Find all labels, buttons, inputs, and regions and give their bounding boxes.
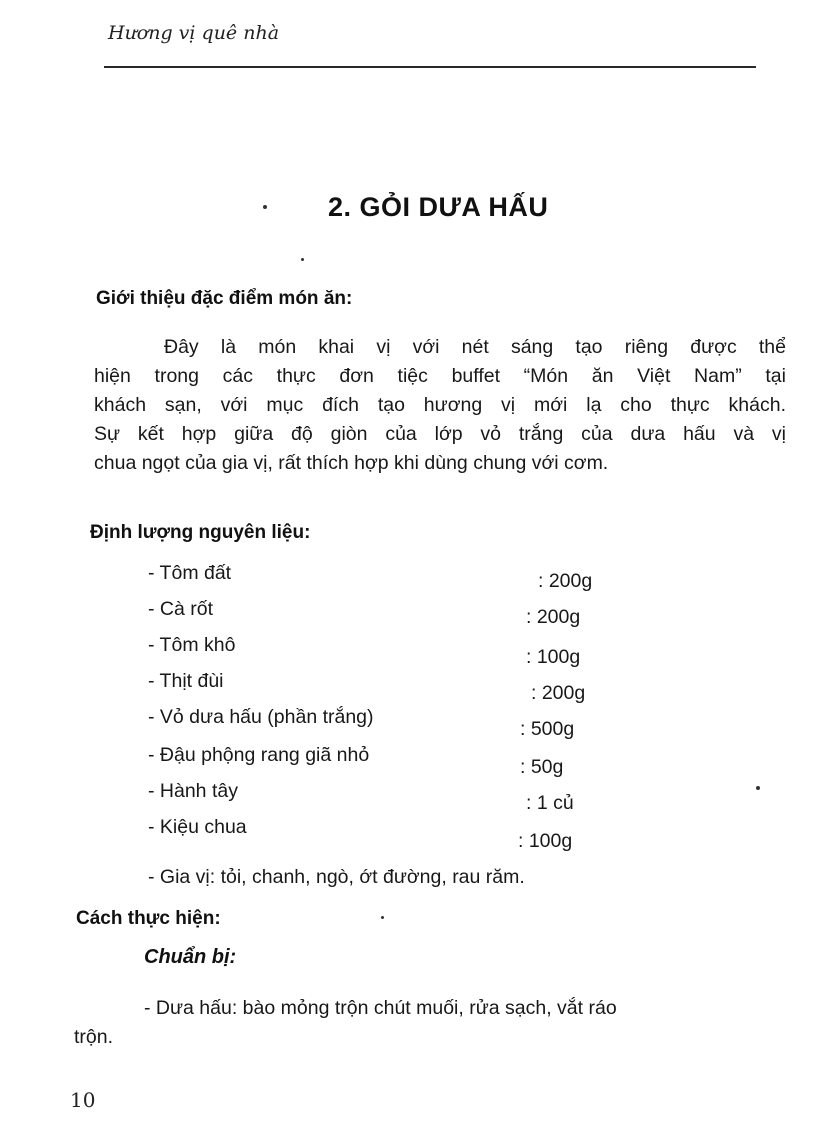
ingredient-quantity: : 200g — [538, 570, 593, 592]
ingredient-name: - Đậu phộng rang giã nhỏ — [148, 744, 370, 766]
ingredient-quantity: : 100g — [518, 830, 573, 852]
intro-line: Sự kết hợp giữa độ giòn của lớp vỏ trắng của dưa hấu và vị — [94, 423, 786, 445]
step-line: trộn. — [74, 1026, 114, 1048]
scan-speck — [301, 258, 304, 261]
scan-speck — [381, 916, 384, 919]
ingredient-row — [148, 562, 628, 592]
recipe-title: 2. GỎI DƯA HẤU — [328, 192, 549, 222]
intro-line: khách sạn, với mục đích tạo hương vị mới lạ cho thực khách. — [94, 394, 786, 416]
intro-line: chua ngọt của gia vị, rất thích hợp khi dùng chung với cơm. — [94, 452, 609, 474]
step-line: - Dưa hấu: bào mỏng trộn chút muối, rửa sạch, vắt ráo — [144, 997, 617, 1019]
scan-speck — [756, 786, 760, 790]
ingredient-row — [148, 780, 628, 814]
ingredient-name: - Hành tây — [148, 780, 238, 802]
ingredient-name: - Tôm đất — [148, 562, 232, 584]
ingredient-quantity: : 50g — [520, 756, 564, 778]
spices-line: - Gia vị: tỏi, chanh, ngò, ớt đường, rau răm. — [148, 866, 525, 888]
ingredient-quantity: : 500g — [520, 718, 575, 740]
intro-line: hiện trong các thực đơn tiệc buffet “Món ăn Việt Nam” tại — [94, 365, 786, 387]
running-header: Hương vị quê nhà — [108, 22, 280, 44]
ingredients-heading: Định lượng nguyên liệu: — [90, 522, 311, 543]
header-rule — [104, 66, 756, 68]
ingredient-name: - Thịt đùi — [148, 670, 224, 692]
ingredient-quantity: : 200g — [531, 682, 586, 704]
ingredient-row — [148, 670, 628, 704]
ingredient-row — [148, 816, 628, 852]
ingredient-name: - Cà rốt — [148, 598, 214, 620]
ingredient-row — [148, 634, 628, 668]
preparation-subheading: Chuẩn bị: — [144, 946, 237, 968]
ingredient-row — [148, 598, 628, 628]
ingredient-row — [148, 706, 628, 740]
intro-heading: Giới thiệu đặc điểm món ăn: — [96, 288, 353, 309]
ingredient-name: - Vỏ dưa hấu (phần trắng) — [148, 706, 374, 728]
ingredient-quantity: : 1 củ — [526, 792, 574, 814]
page-number: 10 — [70, 1088, 96, 1112]
ingredient-quantity: : 200g — [526, 606, 581, 628]
ingredient-name: - Kiệu chua — [148, 816, 247, 838]
method-heading: Cách thực hiện: — [76, 908, 221, 929]
ingredient-name: - Tôm khô — [148, 634, 236, 656]
ingredient-quantity: : 100g — [526, 646, 581, 668]
scan-speck — [263, 205, 267, 209]
ingredient-row — [148, 744, 628, 778]
intro-paragraph — [94, 333, 786, 478]
preparation-step — [74, 994, 774, 1052]
intro-line: Đây là món khai vị với nét sáng tạo riêng được thể — [164, 336, 786, 358]
